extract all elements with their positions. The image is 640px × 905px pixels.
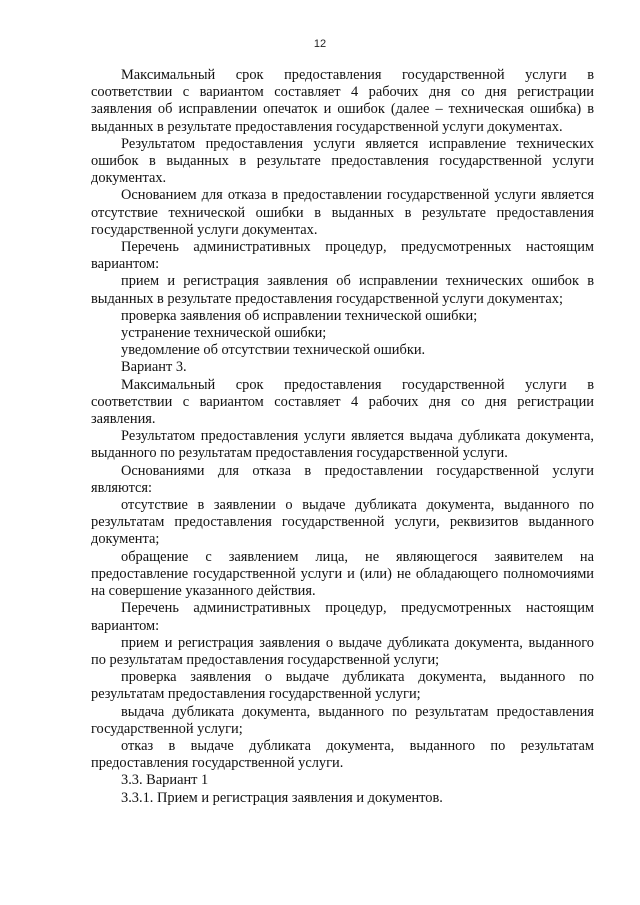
- list-item-procedure: прием и регистрация заявления о выдаче дубликата документа, выданного по результатам предоставления государственной услуги;: [91, 634, 594, 668]
- list-item-procedure: уведомление об отсутствии технической ошибки.: [121, 342, 426, 359]
- list-item-refusal-ground: обращение с заявлением лица, не являющегося заявителем на предоставление государственной услуги и (или) не обладающего полномочиями на совершение указанного действия.: [91, 548, 594, 600]
- paragraph-result-variant-2: Результатом предоставления услуги является исправление технических ошибок в выданных в результате предоставления государственной услуги документах.: [91, 135, 594, 187]
- paragraph-max-term-variant-3: Максимальный срок предоставления государственной услуги в соответствии с вариантом составляет 4 рабочих дня со дня регистрации заявления.: [91, 376, 594, 428]
- paragraph-procedures-list-heading: Перечень административных процедур, предусмотренных настоящим вариантом:: [91, 239, 594, 273]
- paragraph-refusal-ground-variant-2: Основанием для отказа в предоставлении государственной услуги является отсутствие технической ошибки в выданных в результате предоставления государственной услуги документах.: [91, 187, 594, 238]
- page-number: 12: [313, 38, 327, 50]
- variant-3-heading: Вариант 3.: [121, 359, 187, 376]
- section-heading-3-3: 3.3. Вариант 1: [121, 772, 209, 789]
- paragraph-max-term-variant-2: Максимальный срок предоставления государственной услуги в соответствии с вариантом составляет 4 рабочих дня со дня регистрации заявления об исправлении опечаток и ошибок (далее – техническая ошибка) в выданных в результате предоставления государственной услуги документах.: [91, 67, 594, 135]
- list-item-procedure: отказ в выдаче дубликата документа, выданного по результатам предоставления государственной услуги.: [91, 737, 594, 772]
- paragraph-refusal-grounds-heading: Основаниями для отказа в предоставлении государственной услуги являются:: [91, 462, 594, 496]
- list-item-refusal-ground: отсутствие в заявлении о выдаче дубликата документа, выданного по результатам предоставления государственной услуги, реквизитов выданного документа;: [91, 497, 594, 548]
- list-item-procedure: выдача дубликата документа, выданного по результатам предоставления государственной услуги;: [91, 703, 594, 737]
- list-item-procedure: прием и регистрация заявления об исправлении технических ошибок в выданных в результате предоставления государственной услуги документах;: [91, 273, 594, 307]
- section-heading-3-3-1: 3.3.1. Прием и регистрация заявления и документов.: [121, 789, 443, 806]
- paragraph-result-variant-3: Результатом предоставления услуги является выдача дубликата документа, выданного по результатам предоставления государственной услуги.: [91, 428, 594, 462]
- list-item-procedure: проверка заявления о выдаче дубликата документа, выданного по результатам предоставления государственной услуги;: [91, 669, 594, 703]
- document-body: [91, 67, 594, 807]
- paragraph-procedures-list-heading: Перечень административных процедур, предусмотренных настоящим вариантом:: [91, 600, 594, 634]
- list-item-procedure: устранение технической ошибки;: [121, 325, 327, 342]
- list-item-procedure: проверка заявления об исправлении технической ошибки;: [121, 307, 478, 324]
